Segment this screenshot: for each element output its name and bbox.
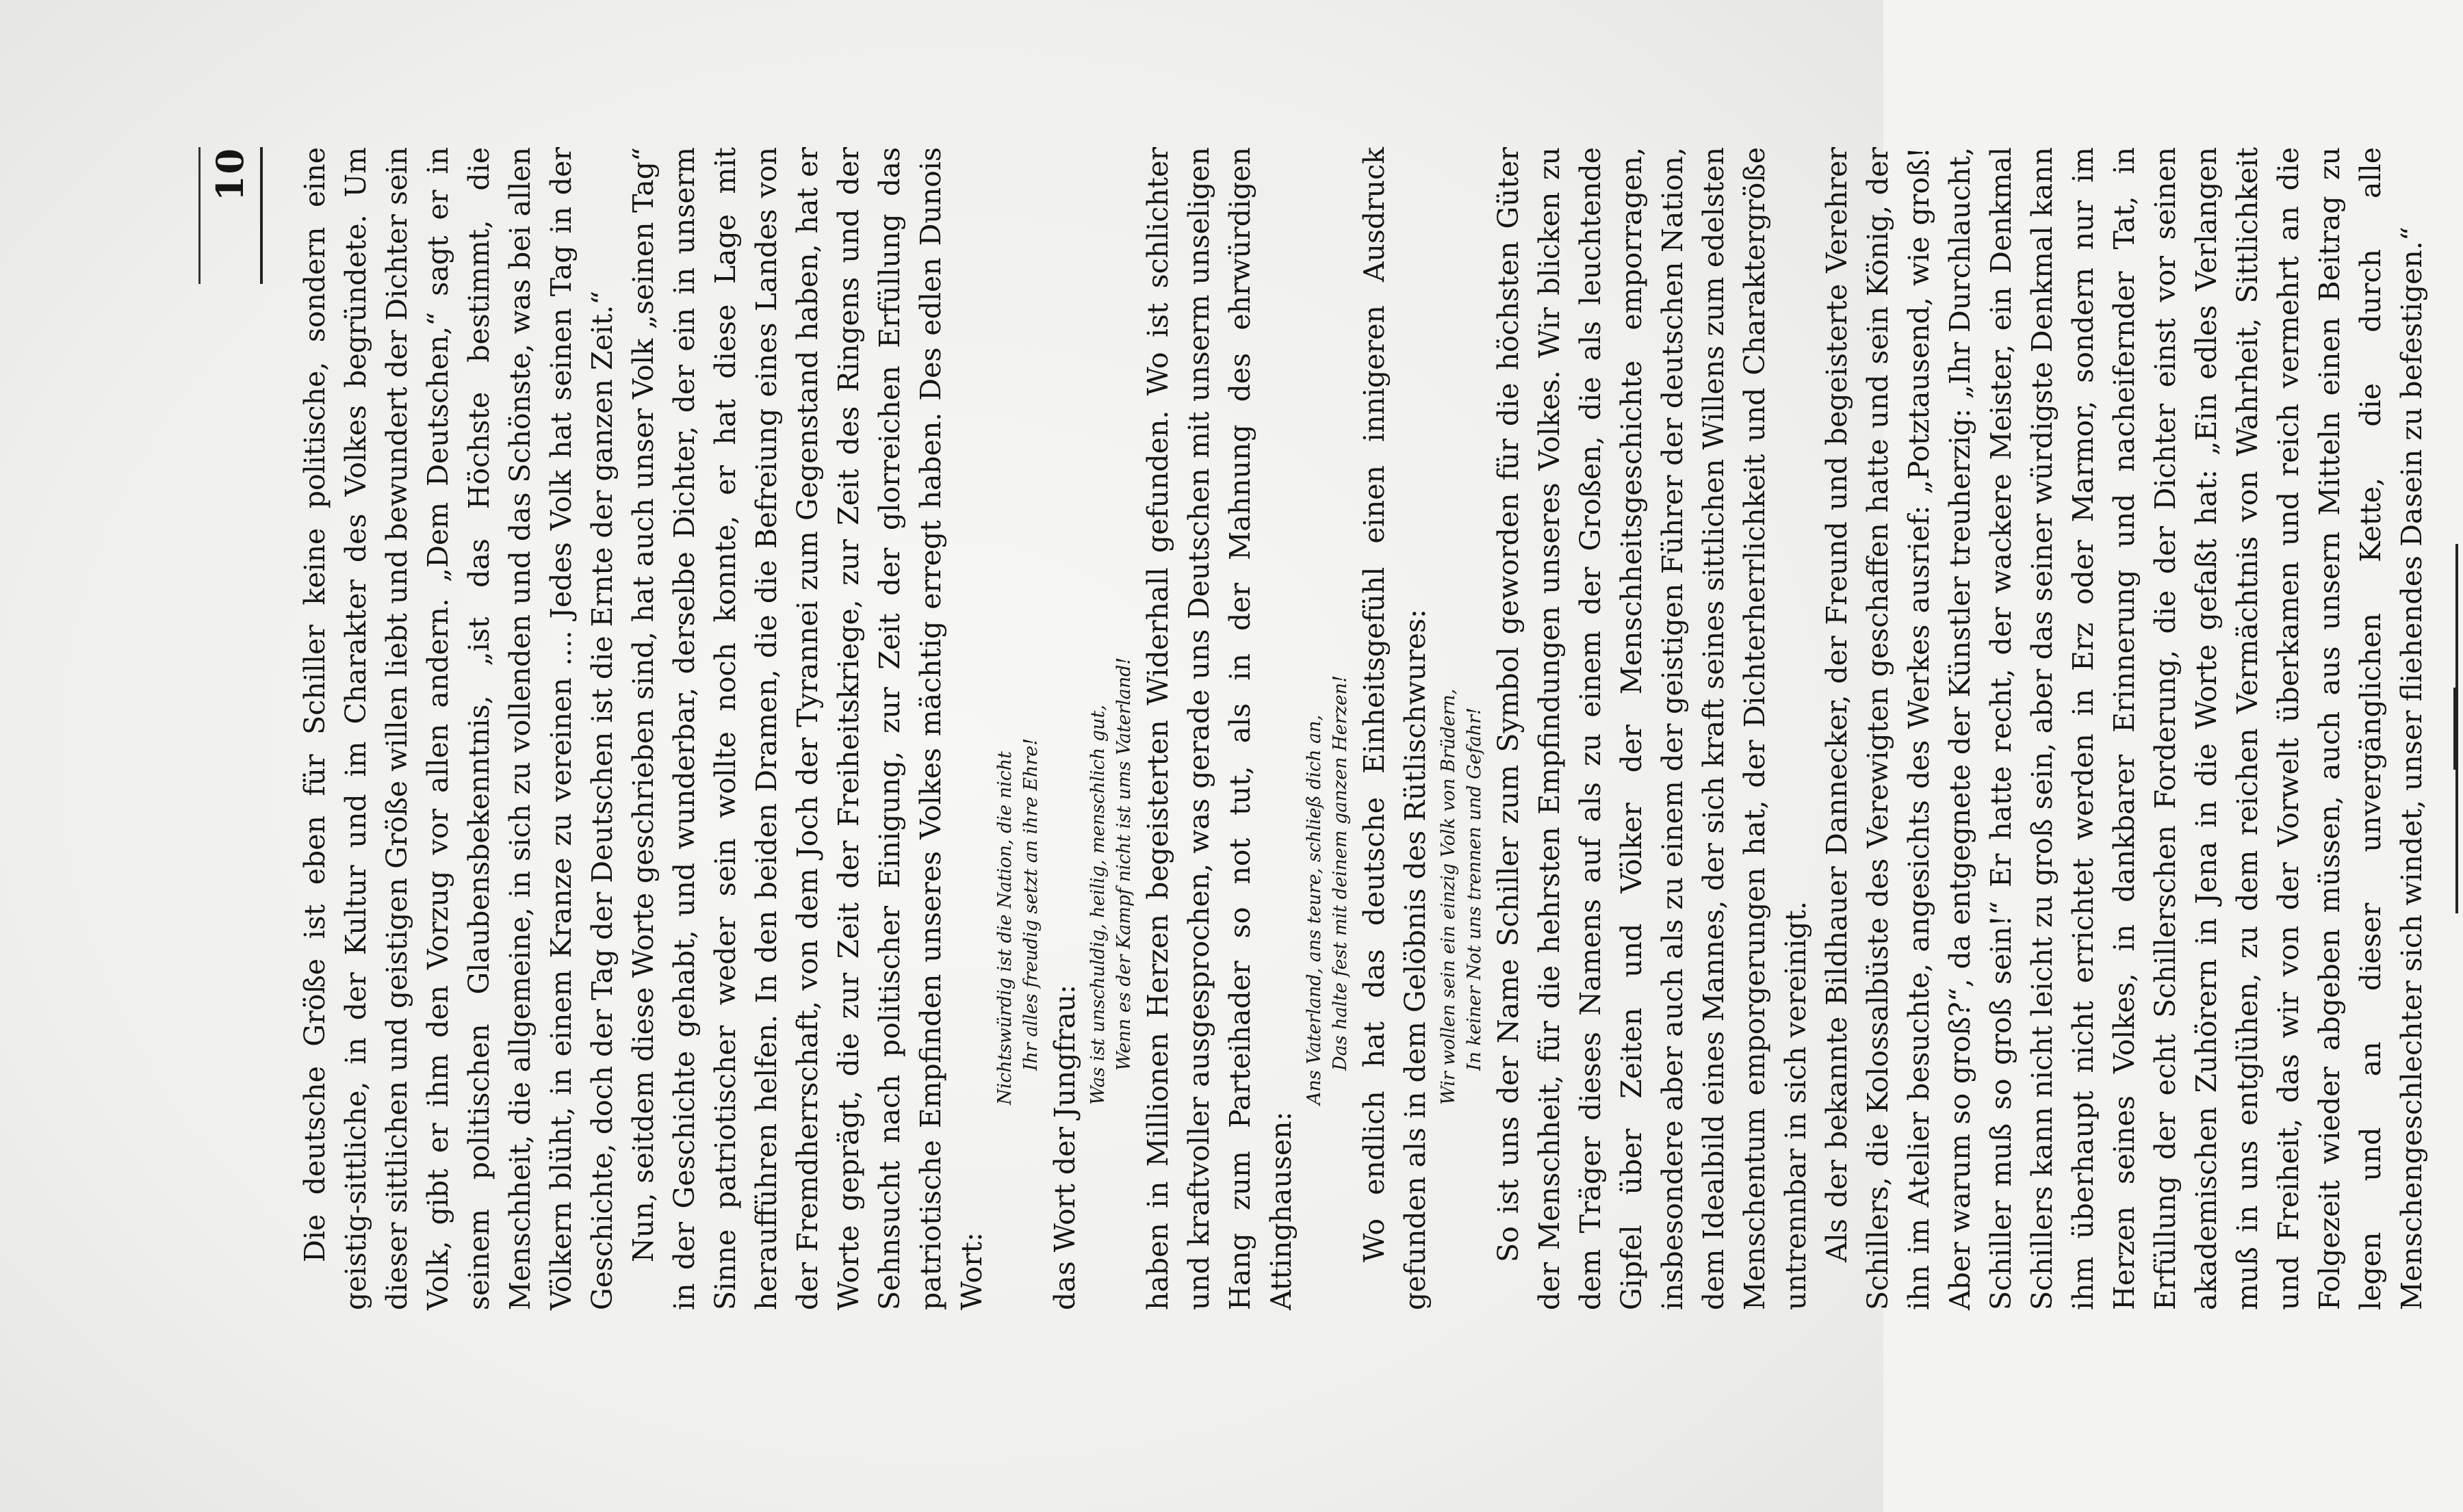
paragraph-6: So ist uns der Name Schiller zum Symbol geworden für die höchsten Güter der Menschheit, für die hehrsten Empfindungen unseres Volkes. Wir blicken zu dem Träger dieses Namens auf als zu einem der Großen, die als leuchtende Gipfel über Zeiten und Völker der Menschheitsgeschichte emporragen, insbesondere aber auch als zu einem der geistigen Führer der deutschen Nation, dem Idealbild eines Mannes, der sich kraft seines sittlichen Willens zum edelsten Menschentum emporgerungen hat, der Dichterherrlichkeit und Charaktergröße untrennbar in sich vereinigt.	[1492, 147, 1812, 1310]
verse-line: Das halte fest mit deinem ganzen Herzen!	[1330, 675, 1351, 1071]
verse-attinghausen	[1302, 147, 1354, 1105]
paragraph-3: das Wort der Jungfrau:	[1048, 985, 1081, 1310]
paragraph-1: Die deutsche Größe ist eben für Schiller keine politische, sondern eine geistig-sittliche, in der Kultur und im Charakter des Volkes begründete. Um dieser sittlichen und geistigen Größe willen liebt und bewundert der Dichter sein Volk, gibt er ihm den Vorzug vor allen andern. „Dem Deutschen,“ sagt er in seinem politischen Glaubensbekenntnis, „ist das Höchste bestimmt, die Menschheit, die allgemeine, in sich zu vollenden und das Schönste, was bei allen Völkern blüht, in einem Kranze zu vereinen .... Jedes Volk hat seinen Tag in der Geschichte, doch der Tag der Deutschen ist die Ernte der ganzen Zeit.“	[298, 147, 619, 1310]
verse-line: Wenn es der Kampf nicht ist ums Vaterland!	[1113, 657, 1135, 1071]
verse-line: In keiner Not uns trennen und Gefahr!	[1464, 707, 1485, 1071]
verse-line: Was ist unschuldig, heilig, menschlich gut,	[1087, 705, 1109, 1105]
header-rule	[260, 147, 263, 284]
page-number: 10	[208, 147, 252, 202]
verse-ruetli	[1436, 147, 1488, 1105]
paragraph-4: haben in Millionen Herzen begeisterten Widerhall gefunden. Wo ist schlichter und kraftvoller ausgesprochen, was gerade uns Deutschen mit unserm unseligen Hang zum Parteihader so not tut, als in der Mahnung des ehrwürdigen Attinghausen:	[1142, 147, 1298, 1310]
rotated-text-block	[192, 147, 2428, 1310]
verse-jungfrau	[1085, 147, 1137, 1105]
paragraph-2: Nun, seitdem diese Worte geschrieben sind, hat auch unser Volk „seinen Tag“ in der Geschichte gehabt, und wunderbar, derselbe Dichter, der ein in unserm Sinne patriotischer weder sein wollte noch konnte, er hat diese Lage mit heraufführen helfen. In den beiden Dramen, die die Befreiung eines Landes von der Fremdherrschaft, von dem Joch der Tyrannei zum Gegenstand haben, hat er Worte geprägt, die zur Zeit der Freiheitskriege, zur Zeit des Ringens und der Sehnsucht nach politischer Einigung, zur Zeit der glorreichen Erfüllung das patriotische Empfinden unseres Volkes mächtig erregt haben. Des edlen Dunois Wort:	[627, 147, 988, 1310]
verse-dunois	[992, 147, 1044, 1105]
paragraph-5: Wo endlich hat das deutsche Einheitsgefühl einen innigeren Ausdruck gefunden als in dem Gelöbnis des Rütlischwures:	[1358, 147, 1432, 1310]
paragraph-7: Als der bekannte Bildhauer Dannecker, der Freund und begeisterte Verehrer Schillers, die Kolossalbüste des Verewigten geschaffen hatte und sein König, der ihn im Atelier besuchte, angesichts des Werkes ausrief: „Potztausend, wie groß! Aber warum so groß?“, da entgegnete der Künstler treuherzig: „Ihr Durchlaucht, Schiller muß so groß sein!“ Er hatte recht, der wackere Meister, ein Denkmal Schillers kann nicht leicht zu groß sein, aber das seiner würdigste Denkmal kann ihm überhaupt nicht errichtet werden in Erz oder Marmor, sondern nur im Herzen seines Volkes, in dankbarer Erinnerung und nacheifernder Tat, in Erfüllung der echt Schillerschen Forderung, die der Dichter einst vor seinen akademischen Zuhörern in Jena in die Worte gefaßt hat: „Ein edles Verlangen muß in uns entglühen, zu dem reichen Vermächtnis von Wahrheit, Sittlichkeit und Freiheit, das wir von der Vorwelt überkamen und reich vermehrt an die Folgezeit wieder abgeben müssen, auch aus unsern Mitteln einen Beitrag zu legen und an dieser unvergänglichen Kette, die durch alle Menschengeschlechter sich windet, unser fliehendes Dasein zu befestigen.“	[1820, 147, 2428, 1310]
header-rule-upper	[198, 147, 201, 284]
verse-line: Nichtswürdig ist die Nation, die nicht	[994, 751, 1016, 1105]
page-body	[294, 147, 2458, 1310]
ornament-mark	[2453, 688, 2463, 770]
closing-ornament-rule	[2455, 544, 2458, 913]
verse-line: Wir wollen sein ein einzig Volk von Brüdern,	[1438, 688, 1459, 1105]
verse-line: Ans Vaterland, ans teure, schließ dich an,	[1304, 714, 1325, 1105]
verse-line: Ihr alles freudig setzt an ihre Ehre!	[1020, 738, 1042, 1071]
